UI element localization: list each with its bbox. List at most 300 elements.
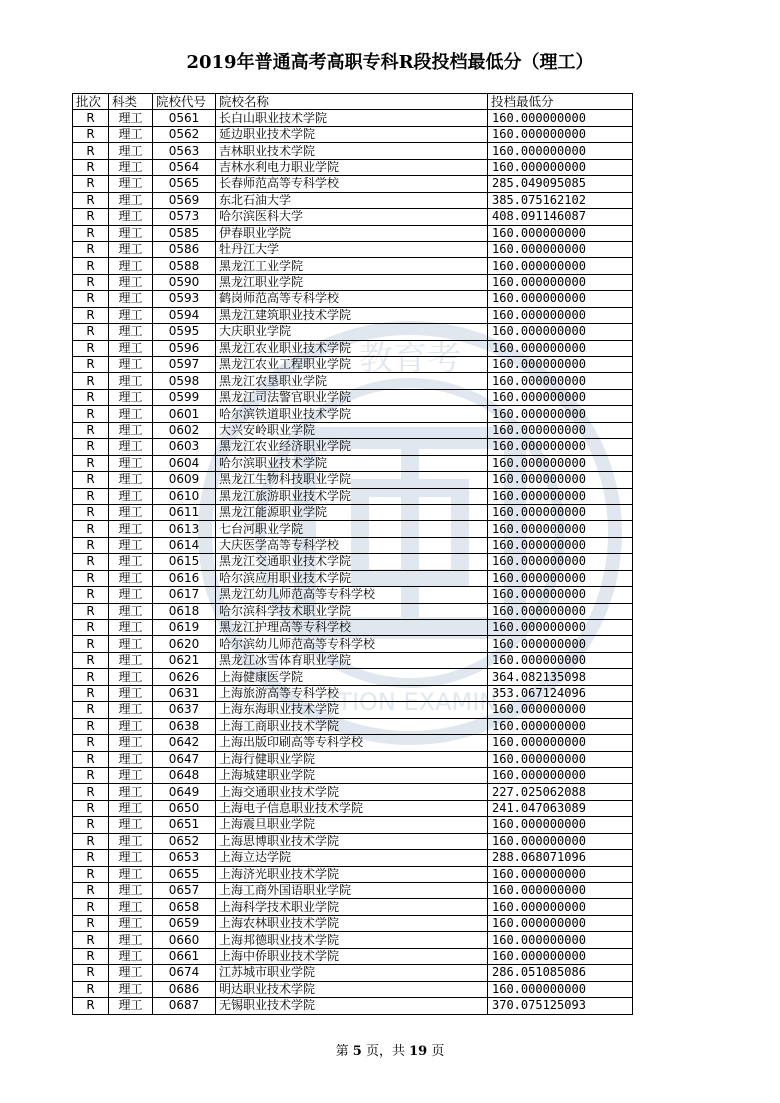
cell-school-code: 0637: [153, 702, 216, 718]
table-row: [73, 422, 633, 438]
cell-school-code: 0611: [153, 504, 216, 520]
table-row: [73, 817, 633, 833]
cell-min-score: 160.000000000: [488, 883, 633, 899]
cell-school-name: 黑龙江旅游职业技术学院: [216, 488, 488, 504]
cell-school-name: 牡丹江大学: [216, 241, 488, 257]
cell-category: 理工: [109, 915, 153, 931]
cell-category: 理工: [109, 389, 153, 405]
table-row: [73, 291, 633, 307]
cell-category: 理工: [109, 751, 153, 767]
cell-batch: R: [73, 488, 109, 504]
cell-school-code: 0653: [153, 850, 216, 866]
table-row: [73, 274, 633, 290]
cell-batch: R: [73, 800, 109, 816]
cell-school-name: 上海工商外国语职业学院: [216, 883, 488, 899]
cell-school-code: 0661: [153, 948, 216, 964]
cell-min-score: 160.000000000: [488, 866, 633, 882]
table-row: [73, 389, 633, 405]
cell-category: 理工: [109, 948, 153, 964]
cell-batch: R: [73, 554, 109, 570]
table-row: [73, 850, 633, 866]
cell-batch: R: [73, 570, 109, 586]
table-row: [73, 504, 633, 520]
cell-min-score: 160.000000000: [488, 751, 633, 767]
cell-batch: R: [73, 735, 109, 751]
cell-school-code: 0642: [153, 735, 216, 751]
cell-batch: R: [73, 883, 109, 899]
cell-batch: R: [73, 126, 109, 142]
cell-category: 理工: [109, 537, 153, 553]
table-row: [73, 373, 633, 389]
cell-school-code: 0596: [153, 340, 216, 356]
cell-min-score: 160.000000000: [488, 833, 633, 849]
watermark-top-text: 教育考: [359, 339, 461, 379]
cell-batch: R: [73, 389, 109, 405]
cell-category: 理工: [109, 767, 153, 783]
cell-school-code: 0618: [153, 603, 216, 619]
cell-school-code: 0565: [153, 176, 216, 192]
cell-category: 理工: [109, 455, 153, 471]
cell-school-code: 0590: [153, 274, 216, 290]
cell-school-code: 0660: [153, 932, 216, 948]
cell-school-name: 吉林职业技术学院: [216, 143, 488, 159]
cell-batch: R: [73, 751, 109, 767]
cell-school-code: 0604: [153, 455, 216, 471]
cell-category: 理工: [109, 159, 153, 175]
cell-category: 理工: [109, 554, 153, 570]
table-row: [73, 554, 633, 570]
cell-school-name: 黑龙江建筑职业技术学院: [216, 307, 488, 323]
cell-batch: R: [73, 636, 109, 652]
table-row: [73, 702, 633, 718]
cell-school-code: 0593: [153, 291, 216, 307]
cell-batch: R: [73, 981, 109, 997]
cell-school-code: 0610: [153, 488, 216, 504]
cell-school-name: 哈尔滨科学技术职业学院: [216, 603, 488, 619]
table-row: [73, 472, 633, 488]
cell-school-code: 0563: [153, 143, 216, 159]
cell-school-code: 0620: [153, 636, 216, 652]
cell-school-name: 上海工商职业技术学院: [216, 718, 488, 734]
cell-school-name: 哈尔滨应用职业技术学院: [216, 570, 488, 586]
cell-school-name: 长春师范高等专科学校: [216, 176, 488, 192]
cell-batch: R: [73, 340, 109, 356]
cell-category: 理工: [109, 998, 153, 1014]
cell-batch: R: [73, 373, 109, 389]
cell-category: 理工: [109, 932, 153, 948]
cell-school-name: 上海立达学院: [216, 850, 488, 866]
cell-school-name: 江苏城市职业学院: [216, 965, 488, 981]
cell-category: 理工: [109, 209, 153, 225]
cell-school-code: 0621: [153, 652, 216, 668]
table-row: [73, 932, 633, 948]
header-category: 科类: [109, 94, 153, 110]
cell-category: 理工: [109, 225, 153, 241]
table-row: [73, 718, 633, 734]
cell-school-code: 0598: [153, 373, 216, 389]
table-row: [73, 537, 633, 553]
table-row: [73, 143, 633, 159]
cell-school-name: 上海邦德职业技术学院: [216, 932, 488, 948]
cell-school-name: 黑龙江能源职业学院: [216, 504, 488, 520]
cell-batch: R: [73, 307, 109, 323]
table-row: [73, 620, 633, 636]
cell-school-code: 0586: [153, 241, 216, 257]
table-row: [73, 521, 633, 537]
cell-batch: R: [73, 225, 109, 241]
cell-min-score: 160.000000000: [488, 932, 633, 948]
cell-category: 理工: [109, 702, 153, 718]
cell-school-name: 吉林水利电力职业学院: [216, 159, 488, 175]
footer-total-pages: 19: [409, 1044, 428, 1059]
cell-school-code: 0647: [153, 751, 216, 767]
cell-school-code: 0638: [153, 718, 216, 734]
cell-min-score: 160.000000000: [488, 948, 633, 964]
cell-category: 理工: [109, 850, 153, 866]
cell-min-score: 160.000000000: [488, 899, 633, 915]
cell-min-score: 160.000000000: [488, 472, 633, 488]
cell-min-score: 160.000000000: [488, 439, 633, 455]
cell-category: 理工: [109, 636, 153, 652]
cell-school-name: 无锡职业技术学院: [216, 998, 488, 1014]
cell-batch: R: [73, 357, 109, 373]
cell-min-score: 385.075162102: [488, 192, 633, 208]
cell-batch: R: [73, 965, 109, 981]
cell-batch: R: [73, 915, 109, 931]
cell-batch: R: [73, 209, 109, 225]
cell-school-name: 黑龙江生物科技职业学院: [216, 472, 488, 488]
cell-category: 理工: [109, 718, 153, 734]
cell-school-code: 0617: [153, 587, 216, 603]
cell-category: 理工: [109, 981, 153, 997]
cell-category: 理工: [109, 965, 153, 981]
header-school-name: 院校名称: [216, 94, 488, 110]
cell-min-score: 160.000000000: [488, 307, 633, 323]
table-row: [73, 225, 633, 241]
cell-batch: R: [73, 603, 109, 619]
table-row: [73, 126, 633, 142]
cell-school-code: 0626: [153, 669, 216, 685]
cell-batch: R: [73, 850, 109, 866]
cell-min-score: 160.000000000: [488, 767, 633, 783]
cell-min-score: 160.000000000: [488, 258, 633, 274]
cell-batch: R: [73, 291, 109, 307]
table-row: [73, 998, 633, 1014]
cell-batch: R: [73, 537, 109, 553]
cell-school-code: 0599: [153, 389, 216, 405]
cell-category: 理工: [109, 504, 153, 520]
cell-category: 理工: [109, 570, 153, 586]
page-title: 2019年普通高考高职专科R段投档最低分（理工）: [186, 52, 594, 73]
cell-category: 理工: [109, 176, 153, 192]
cell-category: 理工: [109, 357, 153, 373]
table-row: [73, 324, 633, 340]
cell-batch: R: [73, 110, 109, 126]
table-row: [73, 948, 633, 964]
cell-category: 理工: [109, 620, 153, 636]
cell-category: 理工: [109, 587, 153, 603]
table-row: [73, 899, 633, 915]
cell-school-name: 上海思博职业技术学院: [216, 833, 488, 849]
cell-school-name: 延边职业技术学院: [216, 126, 488, 142]
table-row: [73, 883, 633, 899]
cell-school-code: 0562: [153, 126, 216, 142]
cell-batch: R: [73, 422, 109, 438]
cell-school-code: 0631: [153, 685, 216, 701]
cell-min-score: 160.000000000: [488, 455, 633, 471]
cell-school-code: 0602: [153, 422, 216, 438]
cell-category: 理工: [109, 488, 153, 504]
cell-batch: R: [73, 784, 109, 800]
table-row: [73, 981, 633, 997]
cell-category: 理工: [109, 735, 153, 751]
cell-min-score: 160.000000000: [488, 817, 633, 833]
cell-min-score: 160.000000000: [488, 357, 633, 373]
table-row: [73, 636, 633, 652]
cell-min-score: 160.000000000: [488, 406, 633, 422]
table-row: [73, 833, 633, 849]
cell-category: 理工: [109, 373, 153, 389]
cell-category: 理工: [109, 685, 153, 701]
cell-min-score: 160.000000000: [488, 735, 633, 751]
cell-school-name: 哈尔滨医科大学: [216, 209, 488, 225]
cell-school-name: 鹤岗师范高等专科学校: [216, 291, 488, 307]
cell-school-code: 0601: [153, 406, 216, 422]
cell-school-code: 0595: [153, 324, 216, 340]
footer-middle: 页，共: [361, 1044, 410, 1059]
table-row: [73, 110, 633, 126]
cell-category: 理工: [109, 307, 153, 323]
cell-category: 理工: [109, 274, 153, 290]
cell-min-score: 364.082135098: [488, 669, 633, 685]
cell-school-code: 0597: [153, 357, 216, 373]
cell-min-score: 160.000000000: [488, 702, 633, 718]
table-row: [73, 258, 633, 274]
table-row: [73, 159, 633, 175]
cell-school-code: 0686: [153, 981, 216, 997]
cell-school-code: 0687: [153, 998, 216, 1014]
table-row: [73, 669, 633, 685]
cell-school-code: 0650: [153, 800, 216, 816]
cell-min-score: 160.000000000: [488, 143, 633, 159]
cell-batch: R: [73, 241, 109, 257]
cell-school-code: 0573: [153, 209, 216, 225]
cell-category: 理工: [109, 833, 153, 849]
cell-category: 理工: [109, 422, 153, 438]
cell-min-score: 370.075125093: [488, 998, 633, 1014]
table-row: [73, 685, 633, 701]
table-row: [73, 570, 633, 586]
cell-school-code: 0613: [153, 521, 216, 537]
cell-batch: R: [73, 143, 109, 159]
cell-min-score: 160.000000000: [488, 291, 633, 307]
cell-batch: R: [73, 439, 109, 455]
cell-min-score: 288.068071096: [488, 850, 633, 866]
cell-school-name: 黑龙江农业工程职业学院: [216, 357, 488, 373]
cell-category: 理工: [109, 603, 153, 619]
cell-category: 理工: [109, 899, 153, 915]
cell-school-name: 上海电子信息职业技术学院: [216, 800, 488, 816]
cell-school-code: 0614: [153, 537, 216, 553]
cell-school-code: 0674: [153, 965, 216, 981]
cell-min-score: 160.000000000: [488, 521, 633, 537]
table-row: [73, 735, 633, 751]
table-row: [73, 439, 633, 455]
cell-min-score: 160.000000000: [488, 636, 633, 652]
table-row: [73, 767, 633, 783]
cell-min-score: 160.000000000: [488, 981, 633, 997]
table-row: [73, 357, 633, 373]
cell-school-code: 0585: [153, 225, 216, 241]
cell-batch: R: [73, 324, 109, 340]
cell-category: 理工: [109, 406, 153, 422]
cell-batch: R: [73, 817, 109, 833]
cell-min-score: 160.000000000: [488, 554, 633, 570]
cell-batch: R: [73, 702, 109, 718]
cell-school-code: 0603: [153, 439, 216, 455]
table-header-row: [73, 94, 633, 110]
cell-school-code: 0564: [153, 159, 216, 175]
cell-min-score: 160.000000000: [488, 110, 633, 126]
table-row: [73, 455, 633, 471]
cell-school-name: 大庆医学高等专科学校: [216, 537, 488, 553]
table-row: [73, 866, 633, 882]
cell-school-code: 0655: [153, 866, 216, 882]
cell-school-name: 黑龙江幼儿师范高等专科学校: [216, 587, 488, 603]
cell-school-name: 黑龙江农垦职业学院: [216, 373, 488, 389]
cell-batch: R: [73, 932, 109, 948]
cell-min-score: 285.049095085: [488, 176, 633, 192]
cell-school-name: 大庆职业学院: [216, 324, 488, 340]
cell-school-name: 上海行健职业学院: [216, 751, 488, 767]
header-min-score: 投档最低分: [488, 94, 633, 110]
table-row: [73, 800, 633, 816]
cell-school-name: 上海中侨职业技术学院: [216, 948, 488, 964]
cell-school-name: 上海城建职业学院: [216, 767, 488, 783]
cell-school-code: 0657: [153, 883, 216, 899]
table-row: [73, 340, 633, 356]
cell-min-score: 160.000000000: [488, 620, 633, 636]
table-row: [73, 192, 633, 208]
cell-school-name: 上海旅游高等专科学校: [216, 685, 488, 701]
cell-category: 理工: [109, 291, 153, 307]
cell-min-score: 227.025062088: [488, 784, 633, 800]
cell-school-name: 上海出版印刷高等专科学校: [216, 735, 488, 751]
table-row: [73, 241, 633, 257]
cell-school-name: 上海东海职业技术学院: [216, 702, 488, 718]
page-footer: [0, 1040, 780, 1059]
cell-batch: R: [73, 587, 109, 603]
cell-batch: R: [73, 948, 109, 964]
cell-school-code: 0615: [153, 554, 216, 570]
cell-min-score: 160.000000000: [488, 652, 633, 668]
cell-min-score: 160.000000000: [488, 718, 633, 734]
footer-page-number: 5: [352, 1044, 362, 1059]
cell-min-score: 160.000000000: [488, 587, 633, 603]
cell-batch: R: [73, 192, 109, 208]
score-table: [72, 93, 633, 1015]
cell-min-score: 160.000000000: [488, 488, 633, 504]
table-row: [73, 915, 633, 931]
cell-school-code: 0569: [153, 192, 216, 208]
cell-min-score: 160.000000000: [488, 159, 633, 175]
cell-min-score: 160.000000000: [488, 504, 633, 520]
cell-min-score: 408.091146087: [488, 209, 633, 225]
cell-school-code: 0648: [153, 767, 216, 783]
cell-min-score: 160.000000000: [488, 537, 633, 553]
cell-batch: R: [73, 159, 109, 175]
table-row: [73, 603, 633, 619]
cell-category: 理工: [109, 324, 153, 340]
cell-min-score: 241.047063089: [488, 800, 633, 816]
cell-category: 理工: [109, 126, 153, 142]
cell-school-code: 0649: [153, 784, 216, 800]
cell-min-score: 160.000000000: [488, 915, 633, 931]
cell-school-name: 上海农林职业技术学院: [216, 915, 488, 931]
cell-school-name: 哈尔滨职业技术学院: [216, 455, 488, 471]
cell-min-score: 353.067124096: [488, 685, 633, 701]
cell-school-name: 上海科学技术职业学院: [216, 899, 488, 915]
cell-school-code: 0616: [153, 570, 216, 586]
cell-school-name: 上海健康医学院: [216, 669, 488, 685]
cell-min-score: 160.000000000: [488, 603, 633, 619]
cell-min-score: 160.000000000: [488, 570, 633, 586]
cell-batch: R: [73, 176, 109, 192]
table-row: [73, 652, 633, 668]
cell-school-name: 大兴安岭职业学院: [216, 422, 488, 438]
header-school-code: 院校代号: [153, 94, 216, 110]
cell-category: 理工: [109, 800, 153, 816]
cell-school-name: 上海交通职业技术学院: [216, 784, 488, 800]
cell-batch: R: [73, 833, 109, 849]
cell-school-code: 0651: [153, 817, 216, 833]
cell-school-code: 0561: [153, 110, 216, 126]
cell-min-score: 160.000000000: [488, 389, 633, 405]
cell-category: 理工: [109, 866, 153, 882]
cell-category: 理工: [109, 521, 153, 537]
cell-min-score: 160.000000000: [488, 225, 633, 241]
cell-category: 理工: [109, 472, 153, 488]
cell-min-score: 160.000000000: [488, 373, 633, 389]
cell-category: 理工: [109, 669, 153, 685]
cell-school-code: 0588: [153, 258, 216, 274]
cell-min-score: 286.051085086: [488, 965, 633, 981]
cell-batch: R: [73, 258, 109, 274]
cell-batch: R: [73, 767, 109, 783]
cell-school-name: 哈尔滨铁道职业技术学院: [216, 406, 488, 422]
cell-school-name: 黑龙江司法警官职业学院: [216, 389, 488, 405]
table-row: [73, 751, 633, 767]
cell-batch: R: [73, 455, 109, 471]
cell-category: 理工: [109, 784, 153, 800]
cell-batch: R: [73, 669, 109, 685]
watermark-bottom-text: ATION EXAMIN: [322, 688, 498, 716]
cell-batch: R: [73, 685, 109, 701]
cell-category: 理工: [109, 258, 153, 274]
cell-min-score: 160.000000000: [488, 241, 633, 257]
cell-batch: R: [73, 866, 109, 882]
cell-category: 理工: [109, 817, 153, 833]
cell-school-name: 黑龙江冰雪体育职业学院: [216, 652, 488, 668]
cell-school-name: 上海震旦职业学院: [216, 817, 488, 833]
cell-category: 理工: [109, 652, 153, 668]
table-row: [73, 307, 633, 323]
cell-batch: R: [73, 472, 109, 488]
cell-min-score: 160.000000000: [488, 340, 633, 356]
cell-category: 理工: [109, 143, 153, 159]
cell-school-code: 0594: [153, 307, 216, 323]
cell-batch: R: [73, 620, 109, 636]
